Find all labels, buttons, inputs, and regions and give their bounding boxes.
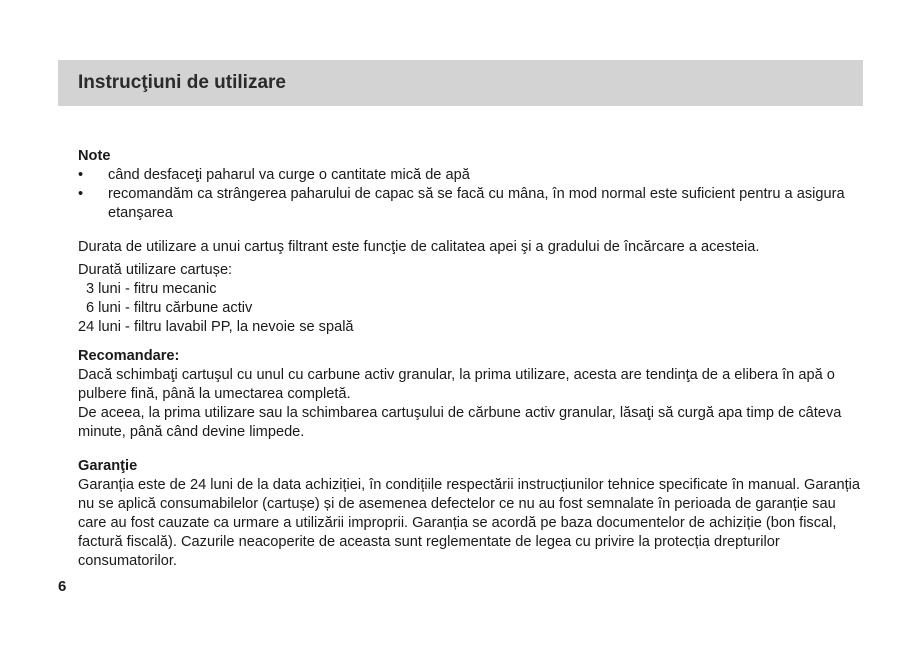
warranty-heading: Garanţie (78, 458, 138, 474)
duration-line: 24 luni - filtru lavabil PP, la nevoie se spală (78, 319, 354, 335)
note-heading: Note (78, 148, 111, 164)
duration-list-title: Durată utilizare cartușe: (78, 262, 233, 278)
list-item (78, 185, 868, 223)
duration-line: 6 luni - filtru cărbune activ (86, 300, 253, 316)
bullet-icon: • (78, 186, 84, 202)
recommendation-paragraph: De aceea, la prima utilizare sau la schimbarea cartuşului de cărbune activ granular, lăsaţi să curgă apa timp de câteva minute, până când devine limpede. (78, 405, 842, 440)
page-number: 6 (58, 578, 67, 595)
duration-line: 3 luni - fitru mecanic (86, 281, 217, 297)
list-item (78, 166, 868, 185)
note-item-text: când desfaceţi paharul va curge o cantitate mică de apă (108, 167, 470, 183)
bullet-icon: • (78, 167, 84, 183)
document-body (78, 147, 868, 571)
duration-intro: Durata de utilizare a unui cartuş filtrant este funcţie de calitatea apei şi a gradului de încărcare a acesteia. (78, 239, 760, 255)
note-list (78, 166, 868, 223)
header-band (58, 60, 863, 106)
recommendation-heading: Recomandare: (78, 348, 180, 364)
recommendation-paragraph: Dacă schimbaţi cartuşul cu unul cu carbune activ granular, la prima utilizare, acesta are tendinţa de a elibera în apă o pulbere fină, până la umectarea completă. (78, 367, 835, 402)
note-item-text: recomandăm ca strângerea paharului de capac să se facă cu mâna, în mod normal este suficient pentru a asigura etanşarea (108, 186, 845, 221)
warranty-paragraph: Garanția este de 24 luni de la data achiziției, în condițiile respectării instrucțiunilor tehnice specificate în manual. Garanția nu se aplică consumabilelor (cartușe) și de asemenea defectelor ce nu au fost semnalate în perioada de garanție sau care au fost cauzate ca urmare a utilizării improprii. Garanția se acordă pe baza documentelor de achiziție (bon fiscal, factură fiscală). Cazurile neacoperite de aceasta sunt reglementate de legea cu privire la protecția drepturilor consumatorilor. (78, 477, 861, 569)
page-title: Instrucţiuni de utilizare (78, 72, 286, 93)
